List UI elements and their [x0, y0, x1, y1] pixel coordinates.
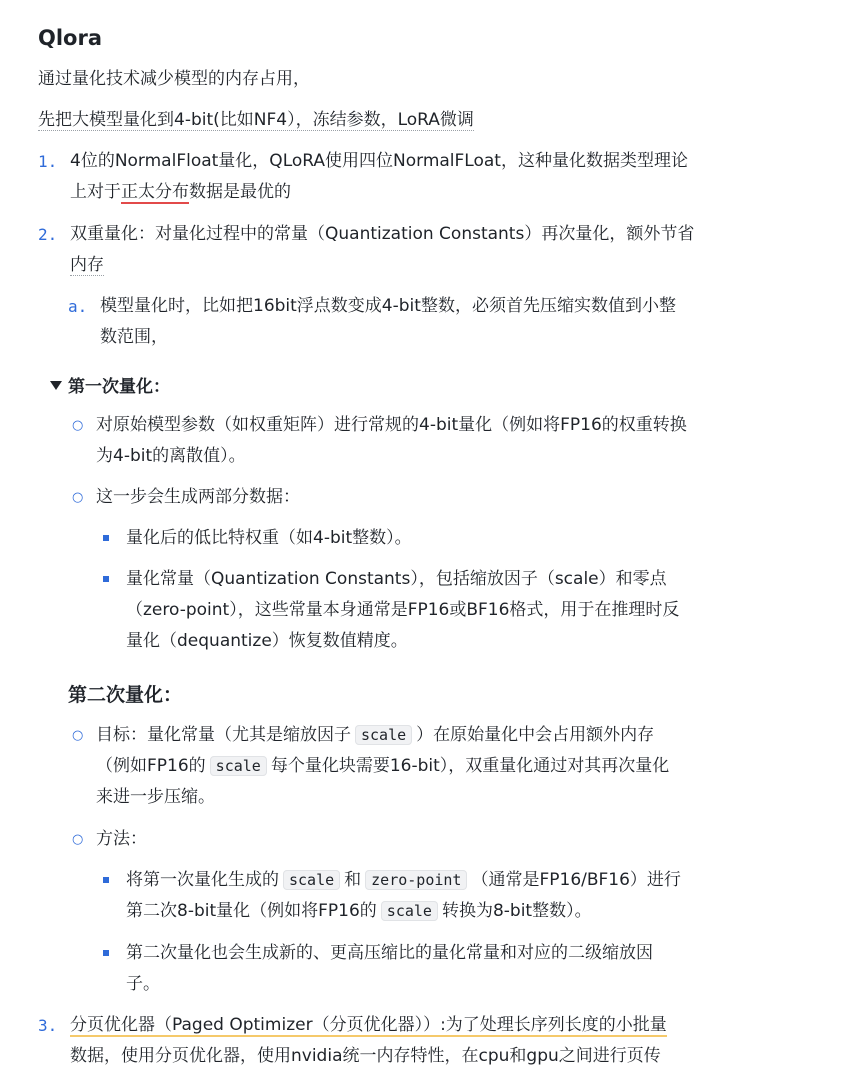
summary-text: 先把大模型量化到4-bit(比如NF4），冻结参数，LoRA微调: [38, 110, 474, 130]
sub-bullet-line-1: 量化常量（Quantization Constants），包括缩放因子（scale）和零点: [126, 569, 667, 589]
bullet-line-2: 为4-bit的离散值）。: [96, 446, 246, 466]
text-segment: 每个量化块需要16-bit），双重量化通过对其再次量化: [270, 756, 670, 776]
text-segment: 转换为8-bit整数）。: [441, 901, 592, 921]
sub-bullet-item: [0, 523, 841, 554]
sub-bullet-text: 量化后的低比特权重（如4-bit整数）。: [126, 528, 412, 548]
intro-text: 通过量化技术减少模型的内存占用，: [38, 69, 310, 89]
list-item-3: [0, 1010, 841, 1072]
item-2a-line-2: 数范围，: [100, 327, 168, 347]
item-3-line-1: [70, 1010, 667, 1041]
square-bullet-icon: [103, 877, 109, 883]
item-2a-line-1: 模型量化时，比如把16bit浮点数变成4-bit整数，必须首先压缩实数值到小整: [100, 296, 676, 316]
bullet-text: 方法：: [96, 829, 147, 849]
item-2-line-2-text: 内存: [70, 255, 104, 275]
section-heading: [0, 680, 841, 711]
circle-bullet-icon: ○: [72, 832, 84, 847]
second-quant-title: 第二次量化：: [68, 684, 183, 706]
list-letter: a.: [68, 297, 88, 316]
summary-paragraph: [38, 105, 841, 136]
text-segment: ）在原始量化中会占用额外内存: [416, 725, 655, 745]
inline-code: scale: [283, 870, 340, 890]
inline-code: scale: [355, 725, 412, 745]
toggle-title: 第一次量化：: [68, 377, 170, 397]
bullet-item: [0, 410, 841, 472]
bullet-item: [0, 824, 841, 855]
text-segment: 和: [344, 870, 362, 890]
list-item-2: [0, 219, 841, 281]
sub-bullet-line-1: 第二次量化也会生成新的、更高压缩比的量化常量和对应的二级缩放因: [126, 943, 653, 963]
item-2-line-2: [70, 250, 104, 281]
list-number: 2.: [38, 225, 58, 244]
bullet-line-1: 对原始模型参数（如权重矩阵）进行常规的4-bit量化（例如将FP16的权重转换: [96, 415, 687, 435]
spellcheck-mark: 正太分布: [121, 182, 189, 202]
intro-paragraph: [38, 64, 841, 95]
inline-code: scale: [381, 901, 438, 921]
sub-bullet-item: [0, 865, 841, 927]
item-1-pre: 上对于: [70, 182, 121, 202]
bullet-item: [0, 720, 841, 813]
list-item-2a: [0, 291, 841, 353]
bullet-line-2: [96, 751, 669, 782]
sub-bullet-item: [0, 564, 841, 657]
text-segment: （通常是FP16/BF16）进行: [471, 870, 681, 890]
list-item-1: [0, 146, 841, 208]
text-segment: 目标：量化常量（尤其是缩放因子: [96, 725, 351, 745]
sub-bullet-line-2: 子。: [126, 974, 160, 994]
item-3-line-2: 数据，使用分页优化器，使用nvidia统一内存特性，在cpu和gpu之间进行页传: [70, 1046, 661, 1066]
text-segment: 第二次8-bit量化（例如将FP16的: [126, 901, 377, 921]
sub-bullet-line-3: 量化（dequantize）恢复数值精度。: [126, 631, 408, 651]
circle-bullet-icon: ○: [72, 728, 84, 743]
list-number: 1.: [38, 152, 58, 171]
highlighted-text: 分页优化器（Paged Optimizer（分页优化器））:为了处理长序列长度的小批量: [70, 1015, 667, 1035]
bullet-line-1: [96, 720, 654, 751]
square-bullet-icon: [103, 535, 109, 541]
square-bullet-icon: [103, 576, 109, 582]
list-number: 3.: [38, 1016, 58, 1035]
sub-bullet-line-2: （zero-point），这些常量本身通常是FP16或BF16格式，用于在推理时反: [126, 600, 680, 620]
circle-bullet-icon: ○: [72, 490, 84, 505]
sub-bullet-line-2: [126, 896, 592, 927]
bullet-item: [0, 482, 841, 513]
item-1-post: 数据是最优的: [189, 182, 291, 202]
text-segment: 将第一次量化生成的: [126, 870, 279, 890]
item-1-line-1: 4位的NormalFloat量化，QLoRA使用四位NormalFLoat，这种量化数据类型理论: [70, 151, 688, 171]
bullet-line-3: 来进一步压缩。: [96, 787, 215, 807]
page-title: Qlora: [38, 26, 103, 50]
item-1-line-2: [70, 177, 291, 208]
square-bullet-icon: [103, 950, 109, 956]
circle-bullet-icon: ○: [72, 418, 84, 433]
sub-bullet-item: [0, 938, 841, 1000]
toggle-first-quantization[interactable]: [0, 372, 841, 403]
inline-code: scale: [210, 756, 267, 776]
inline-code: zero-point: [365, 870, 467, 890]
item-2-line-1: 双重量化：对量化过程中的常量（Quantization Constants）再次量化，额外节省: [70, 224, 695, 244]
text-segment: （例如FP16的: [96, 756, 206, 776]
sub-bullet-line-1: [126, 865, 681, 896]
triangle-down-icon[interactable]: [50, 381, 62, 390]
bullet-text: 这一步会生成两部分数据：: [96, 487, 300, 507]
